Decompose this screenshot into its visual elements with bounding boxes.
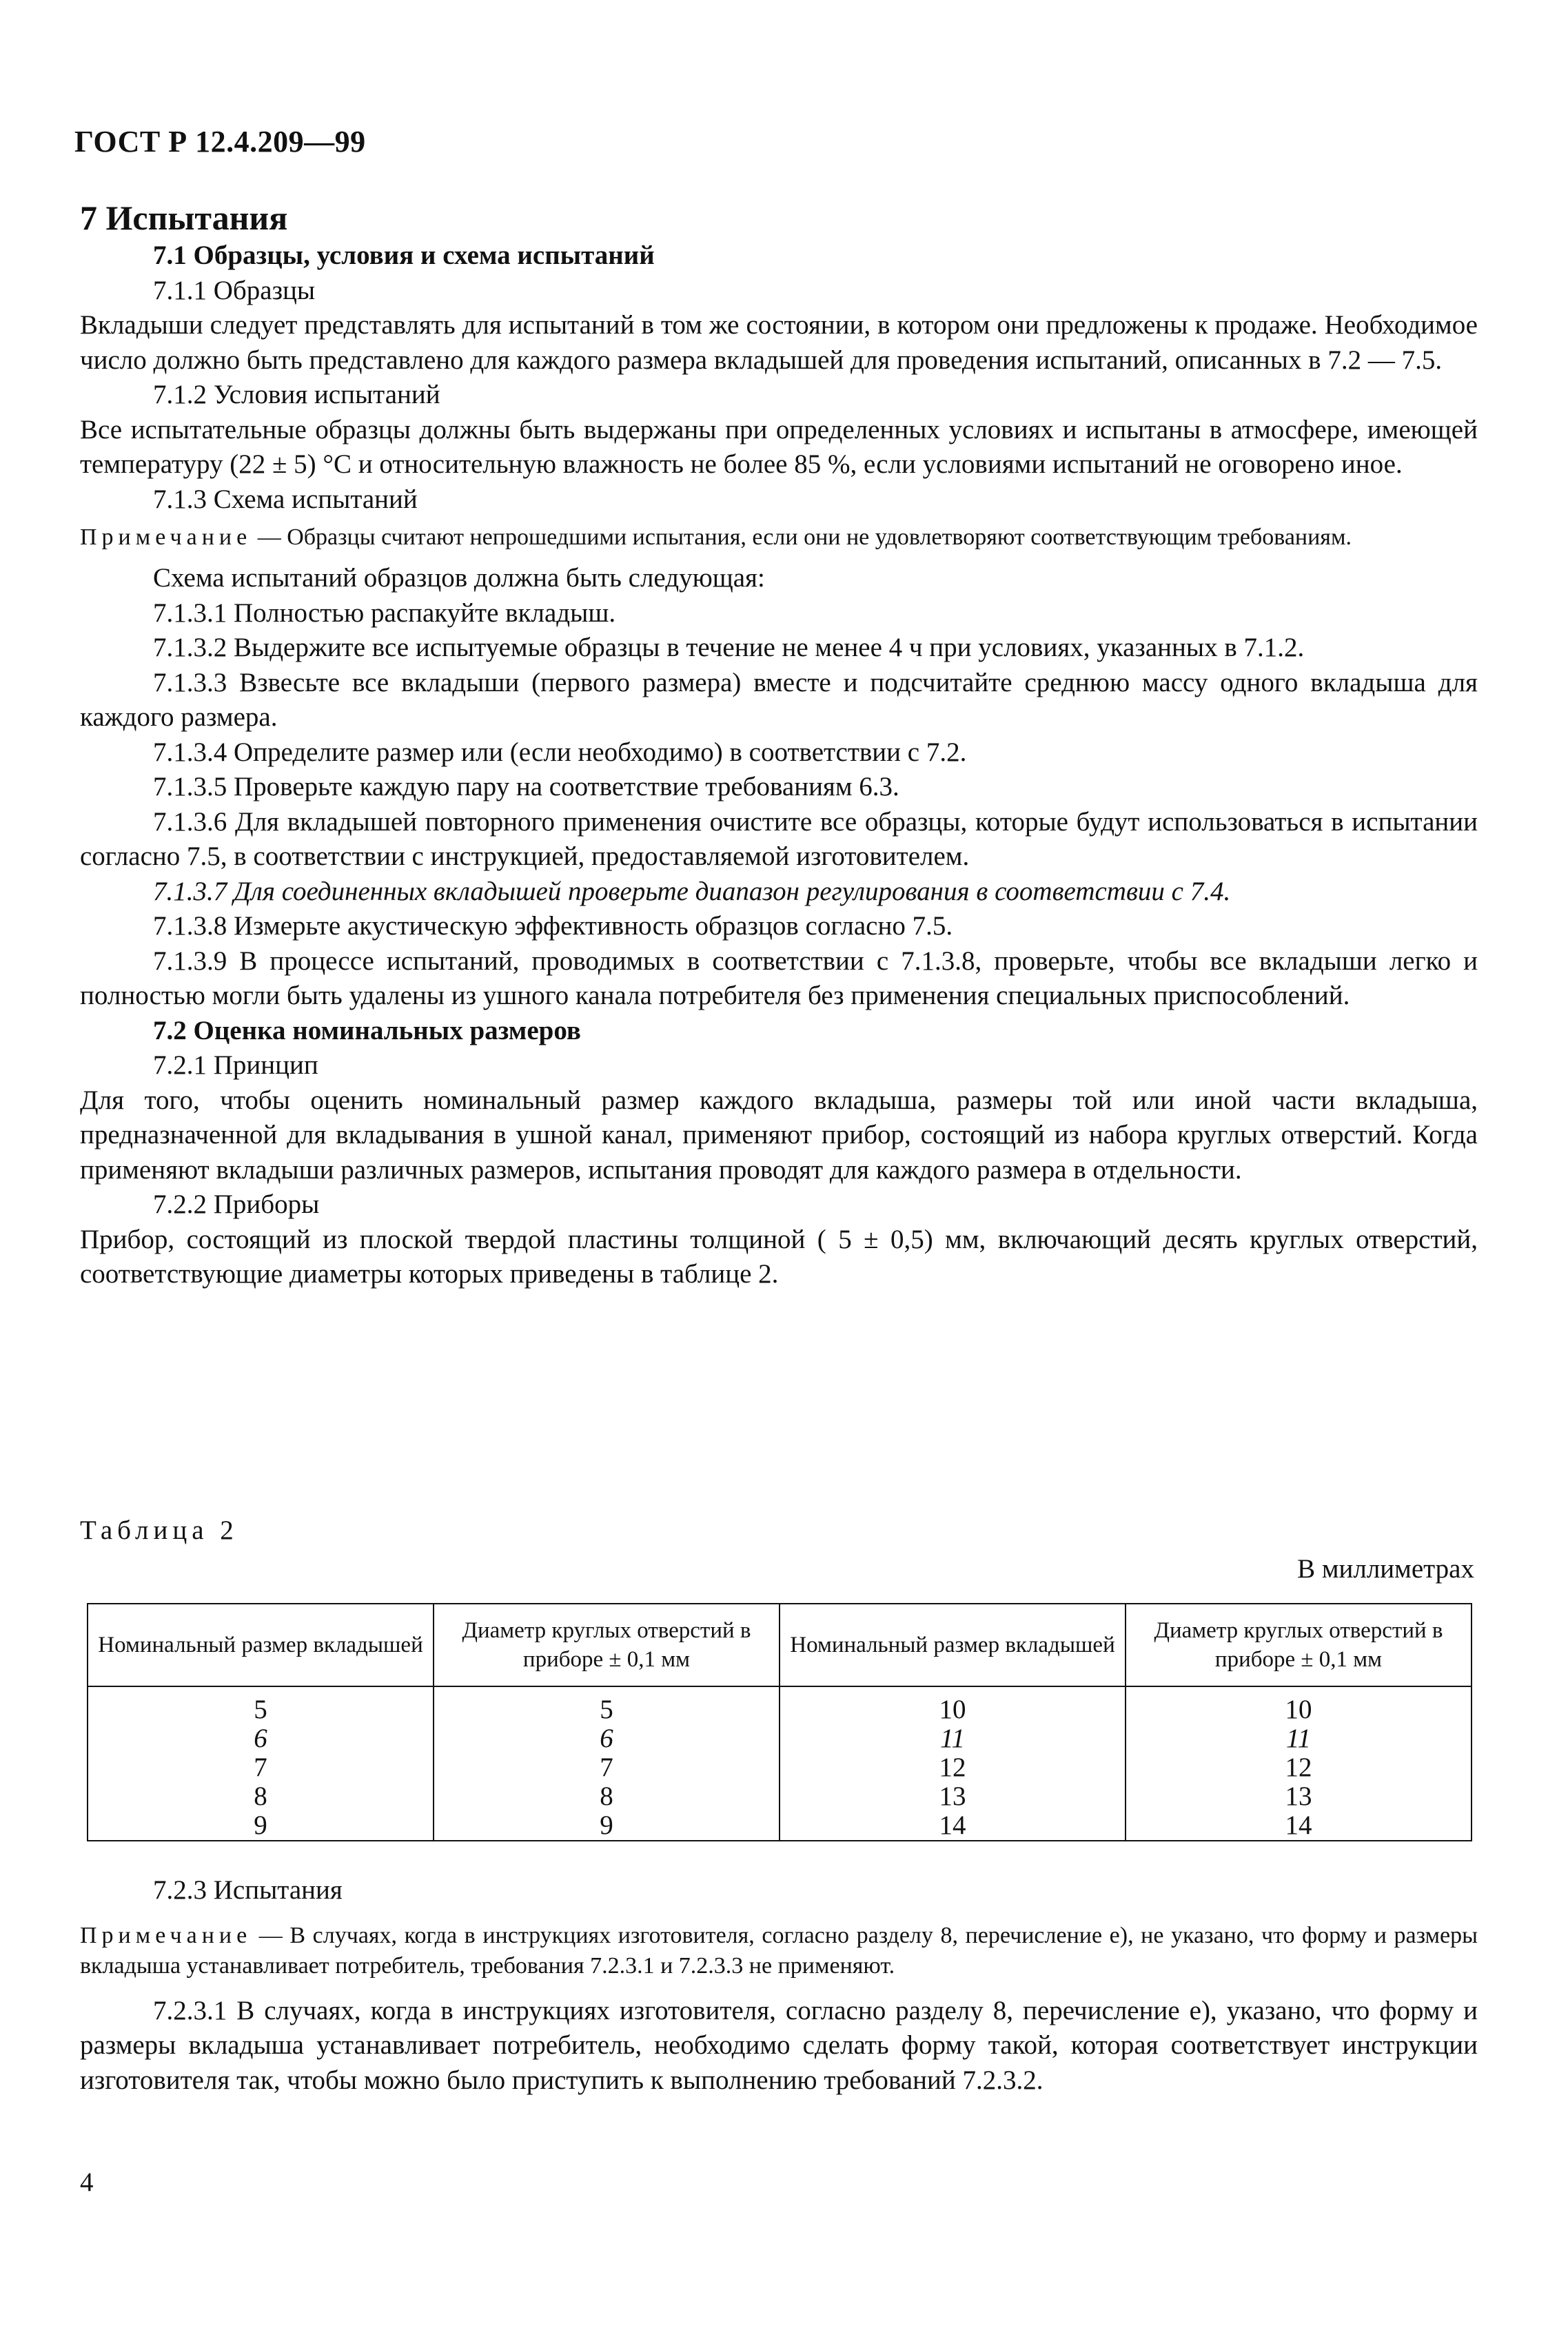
page-number: 4 — [80, 2167, 94, 2197]
table-cell: 7 — [434, 1753, 780, 1782]
table-header-cell: Диаметр круглых отверстий в приборе ± 0,1 мм — [1126, 1604, 1472, 1686]
table-cell: 9 — [88, 1811, 434, 1841]
table-cell: 14 — [780, 1811, 1126, 1841]
table-header-row — [88, 1604, 1472, 1686]
table-unit: В миллиметрах — [1297, 1554, 1474, 1584]
table-cell: 6 — [434, 1724, 780, 1753]
standard-id: ГОСТ Р 12.4.209—99 — [74, 125, 366, 159]
main-content — [80, 197, 1478, 1292]
diameter-table — [87, 1603, 1472, 1841]
table-cell: 9 — [434, 1811, 780, 1841]
table-cell: 12 — [1126, 1753, 1472, 1782]
step-7-1-3-5: 7.1.3.5 Проверьте каждую пару на соответствие требованиям 6.3. — [153, 772, 899, 801]
step-7-1-3-6: 7.1.3.6 Для вкладышей повторного применения очистите все образцы, которые будут использоваться в испытании согласно 7.5, в соответствии с инструкцией, предоставляемой изготовителем. — [80, 806, 1478, 871]
table-cell: 5 — [434, 1686, 780, 1724]
step-7-1-3-3: 7.1.3.3 Взвесьте все вкладыши (первого размера) вместе и подсчитайте среднюю массу одного вкладыша для каждого размера. — [80, 667, 1478, 732]
clause-7-2-1-text: Для того, чтобы оценить номинальный размер каждого вкладыша, размеры той или иной части вкладыша, предназначенной для вкладывания в ушной канал, применяют прибор, состоящий из набора круглых отверстий. Когда применяют вкладыши различных размеров, испытания проводят для каждого размера в отдельности. — [80, 1085, 1478, 1185]
clause-7-2-3-1-text: 7.2.3.1 В случаях, когда в инструкциях изготовителя, согласно разделу 8, перечисление е), указано, что форму и размеры вкладыша устанавливает потребитель, необходимо сделать форму такой, которая соответствует инструкции изготовителя так, чтобы можно было приступить к выполнению требований 7.2.3.2. — [80, 1995, 1478, 2095]
step-7-1-3-9: 7.1.3.9 В процессе испытаний, проводимых в соответствии с 7.1.3.8, проверьте, чтобы все вкладыши легко и полностью могли быть удалены из ушного канала потребителя без применения специальных приспособлений. — [80, 946, 1478, 1010]
step-7-1-3-7: 7.1.3.7 Для соединенных вкладышей проверьте диапазон регулирования в соответствии с 7.4. — [153, 876, 1231, 906]
table-header-cell: Номинальный размер вкладышей — [88, 1604, 434, 1686]
table-cell: 14 — [1126, 1811, 1472, 1841]
clause-7-1-2-title: 7.1.2 Условия испытаний — [153, 380, 440, 409]
step-7-1-3-2: 7.1.3.2 Выдержите все испытуемые образцы в течение не менее 4 ч при условиях, указанных в 7.1.2. — [153, 633, 1305, 662]
table-cell: 13 — [1126, 1782, 1472, 1811]
clause-7-2-2-text: Прибор, состоящий из плоской твердой пластины толщиной ( 5 ± 0,5) мм, включающий десять круглых отверстий, соответствующие диаметры которых приведены в таблице 2. — [80, 1224, 1478, 1289]
table-cell: 8 — [88, 1782, 434, 1811]
table-cell: 11 — [780, 1724, 1126, 1753]
step-7-1-3-8: 7.1.3.8 Измерьте акустическую эффективность образцов согласно 7.5. — [153, 911, 953, 941]
table-cell: 7 — [88, 1753, 434, 1782]
clause-7-1-1-text: Вкладыши следует представлять для испытаний в том же состоянии, в котором они предложены к продаже. Необходимое число должно быть представлено для каждого размера вкладышей для проведения испытаний, описанных в 7.2 — 7.5. — [80, 310, 1478, 375]
table-cell: 13 — [780, 1782, 1126, 1811]
table-header-cell: Диаметр круглых отверстий в приборе ± 0,1 мм — [434, 1604, 780, 1686]
table-row — [88, 1782, 1472, 1811]
table-cell: 10 — [1126, 1686, 1472, 1724]
clause-7-1-2-text: Все испытательные образцы должны быть выдержаны при определенных условиях и испытаны в атмосфере, имеющей температуру (22 ± 5) °С и относительную влажность не более 85 %, если условиями испытаний не оговорено иное. — [80, 414, 1478, 479]
clause-7-2-1-title: 7.2.1 Принцип — [153, 1050, 318, 1080]
table-cell: 6 — [88, 1724, 434, 1753]
table-cell: 5 — [88, 1686, 434, 1724]
table-row — [88, 1811, 1472, 1841]
table-cell: 12 — [780, 1753, 1126, 1782]
scheme-intro: Схема испытаний образцов должна быть следующая: — [153, 563, 765, 593]
after-table-content — [80, 1873, 1478, 2098]
table-cell: 8 — [434, 1782, 780, 1811]
note-text: — В случаях, когда в инструкциях изготовителя, согласно разделу 8, перечисление е), не указано, что форму и размеры вкладыша устанавливает потребитель, требования 7.2.3.1 и 7.2.3.3 не применяют. — [80, 1922, 1478, 1979]
clause-7-1-1-title: 7.1.1 Образцы — [153, 275, 316, 305]
clause-7-2-2-title: 7.2.2 Приборы — [153, 1189, 320, 1219]
note-7-2-3 — [80, 1921, 1478, 1981]
table-row — [88, 1686, 1472, 1724]
note-text: — Образцы считают непрошедшими испытания, если они не удовлетворяют соответствующим требованиям. — [252, 524, 1352, 550]
clause-7-1-3-title: 7.1.3 Схема испытаний — [153, 484, 418, 514]
table-row — [88, 1753, 1472, 1782]
step-7-1-3-4: 7.1.3.4 Определите размер или (если необходимо) в соответствии с 7.2. — [153, 737, 967, 767]
step-7-1-3-1: 7.1.3.1 Полностью распакуйте вкладыш. — [153, 597, 616, 628]
table-header-cell: Номинальный размер вкладышей — [780, 1604, 1126, 1686]
section-title: 7 Испытания — [80, 198, 288, 237]
table-row — [88, 1724, 1472, 1753]
subsection-7-1-title: 7.1 Образцы, условия и схема испытаний — [153, 241, 655, 270]
note-label: Примечание — [80, 1922, 252, 1948]
table-cell: 10 — [780, 1686, 1126, 1724]
table-caption: Таблица 2 — [80, 1515, 238, 1545]
note-7-1-3 — [80, 522, 1478, 553]
table-cell: 11 — [1126, 1724, 1472, 1753]
subsection-7-2-title: 7.2 Оценка номинальных размеров — [153, 1015, 581, 1045]
note-label: Примечание — [80, 524, 252, 550]
clause-7-2-3-title: 7.2.3 Испытания — [153, 1875, 343, 1905]
